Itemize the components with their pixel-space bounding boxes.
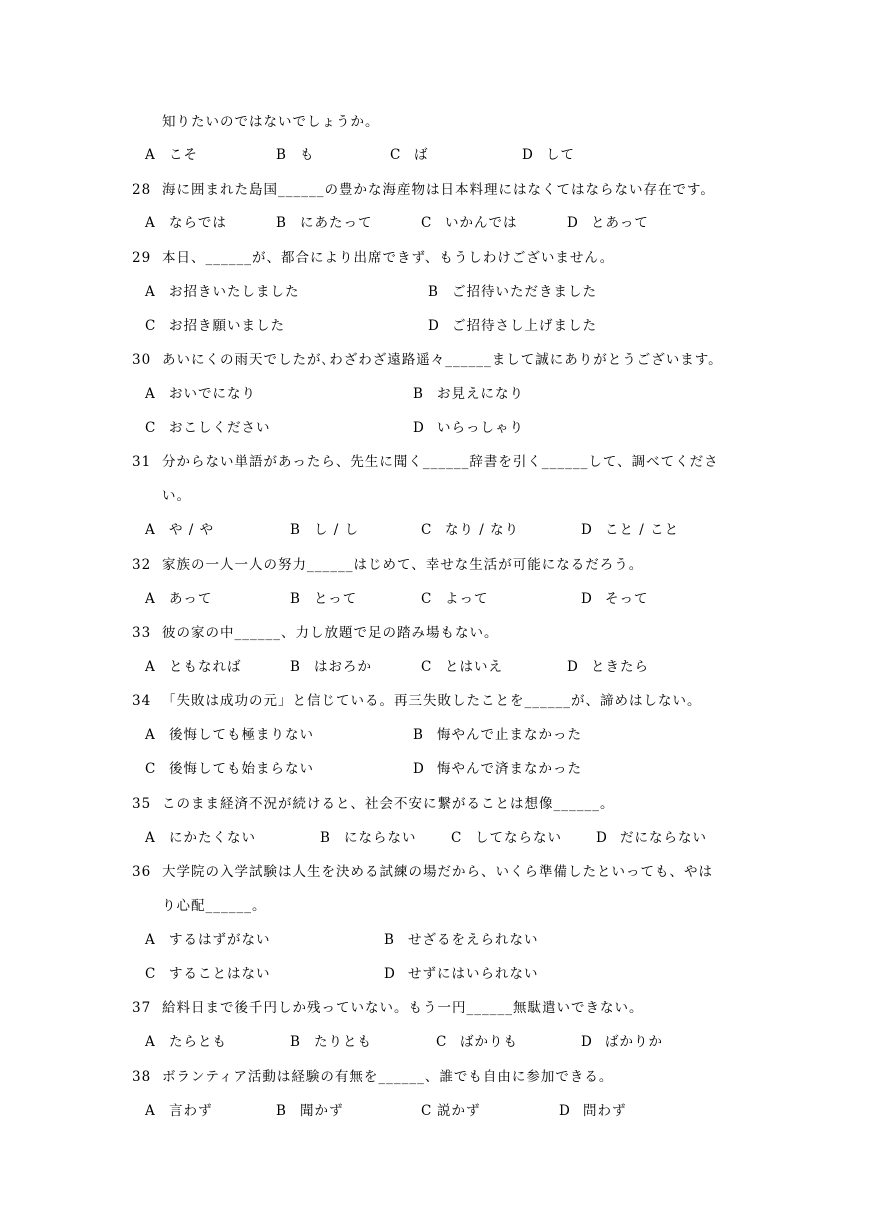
q34-option-b[interactable]: B 悔やんで止まなかった <box>413 727 582 743</box>
question-35: 35 このまま経済不況が続けると、社会不安に繋がることは想像______。 <box>132 796 615 812</box>
q32-option-d[interactable]: D そって <box>581 591 649 607</box>
question-32: 32 家族の一人一人の努力______はじめて、幸せな生活が可能になるだろう。 <box>132 557 644 573</box>
question-31-continuation: い。 <box>162 488 191 504</box>
q29-option-b[interactable]: B ご招待いただきました <box>428 284 597 300</box>
q28-option-c[interactable]: C いかんでは <box>421 215 518 231</box>
q38-option-b[interactable]: B 聞かず <box>276 1103 344 1119</box>
q38-option-c[interactable]: C 説かず <box>421 1103 481 1119</box>
q28-option-b[interactable]: B にあたって <box>276 215 373 231</box>
q32-option-c[interactable]: C よって <box>421 591 489 607</box>
q37-option-a[interactable]: A たらとも <box>145 1034 227 1050</box>
question-30: 30 あいにくの雨天でしたが､わざわざ遠路遥々______まして誠にありがとうございます。 <box>132 352 723 368</box>
question-33: 33 彼の家の中______、力し放題で足の踏み場もない。 <box>132 625 499 641</box>
q35-option-b[interactable]: B にならない <box>320 830 417 846</box>
q34-option-d[interactable]: D 悔やんで済まなかった <box>413 761 582 777</box>
q29-option-d[interactable]: D ご招待さし上げました <box>428 318 597 334</box>
q35-option-c[interactable]: C してならない <box>451 830 562 846</box>
q36-option-c[interactable]: C することはない <box>145 966 271 982</box>
question-37: 37 給料日まで後千円しか残っていない。もう一円______無駄遣いできない。 <box>132 1000 644 1016</box>
q37-option-b[interactable]: B たりとも <box>290 1034 372 1050</box>
q27-option-a[interactable]: A こそ <box>145 147 198 163</box>
q29-option-c[interactable]: C お招き願いました <box>145 318 285 334</box>
q32-option-b[interactable]: B とって <box>290 591 358 607</box>
q31-option-a[interactable]: A や / や <box>145 522 215 538</box>
q28-option-a[interactable]: A ならでは <box>145 215 227 231</box>
q38-option-a[interactable]: A 言わず <box>145 1103 213 1119</box>
q34-option-a[interactable]: A 後悔しても極まりない <box>145 727 314 743</box>
q31-option-b[interactable]: B し / し <box>290 522 360 538</box>
q30-option-c[interactable]: C おこしください <box>145 420 271 436</box>
q28-option-d[interactable]: D とあって <box>567 215 649 231</box>
q29-option-a[interactable]: A お招きいたしました <box>145 284 300 300</box>
q31-option-d[interactable]: D こと / こと <box>581 522 680 538</box>
q30-option-b[interactable]: B お見えになり <box>413 386 524 402</box>
question-34: 34 「失敗は成功の元」と信じている。再三失敗したことを______が、諦めはしない。 <box>132 693 702 709</box>
q33-option-d[interactable]: D ときたら <box>567 659 649 675</box>
q35-option-a[interactable]: A にかたくない <box>145 830 256 846</box>
q33-option-c[interactable]: C とはいえ <box>421 659 503 675</box>
q36-option-d[interactable]: D せずにはいられない <box>384 966 539 982</box>
q31-option-c[interactable]: C なり / なり <box>421 522 520 538</box>
question-36: 36 大学院の入学試験は人生を決める試練の場だから、いくら準備したといっても、やは <box>132 864 713 880</box>
q27-option-c[interactable]: C ば <box>390 147 429 163</box>
q35-option-d[interactable]: D だにならない <box>596 830 707 846</box>
question-31: 31 分からない単語があったら、先生に聞く______辞書を引く______して、調べてくださ <box>132 454 719 470</box>
q34-option-c[interactable]: C 後悔しても始まらない <box>145 761 314 777</box>
q36-option-a[interactable]: A するはずがない <box>145 932 271 948</box>
question-27-continuation: 知りたいのではないでしょうか。 <box>162 114 380 130</box>
q27-option-b[interactable]: B も <box>276 147 315 163</box>
q37-option-d[interactable]: D ばかりか <box>581 1034 663 1050</box>
question-36-continuation: り心配______。 <box>162 898 267 914</box>
q27-option-d[interactable]: D して <box>522 147 575 163</box>
q37-option-c[interactable]: C ばかりも <box>436 1034 518 1050</box>
q33-option-b[interactable]: B はおろか <box>290 659 372 675</box>
q30-option-d[interactable]: D いらっしゃり <box>413 420 524 436</box>
q30-option-a[interactable]: A おいでになり <box>145 386 256 402</box>
question-29: 29 本日、______が、都合により出席できず、もうしわけございません。 <box>132 250 615 266</box>
q36-option-b[interactable]: B せざるをえられない <box>384 932 539 948</box>
question-28: 28 海に囲まれた島国______の豊かな海産物は日本料理にはなくてはならない存在です。 <box>132 182 715 198</box>
q32-option-a[interactable]: A あって <box>145 591 213 607</box>
q38-option-d[interactable]: D 問わず <box>559 1103 627 1119</box>
q33-option-a[interactable]: A ともなれば <box>145 659 242 675</box>
question-38: 38 ボランティア活動は経験の有無を______、誰でも自由に参加できる。 <box>132 1069 614 1085</box>
